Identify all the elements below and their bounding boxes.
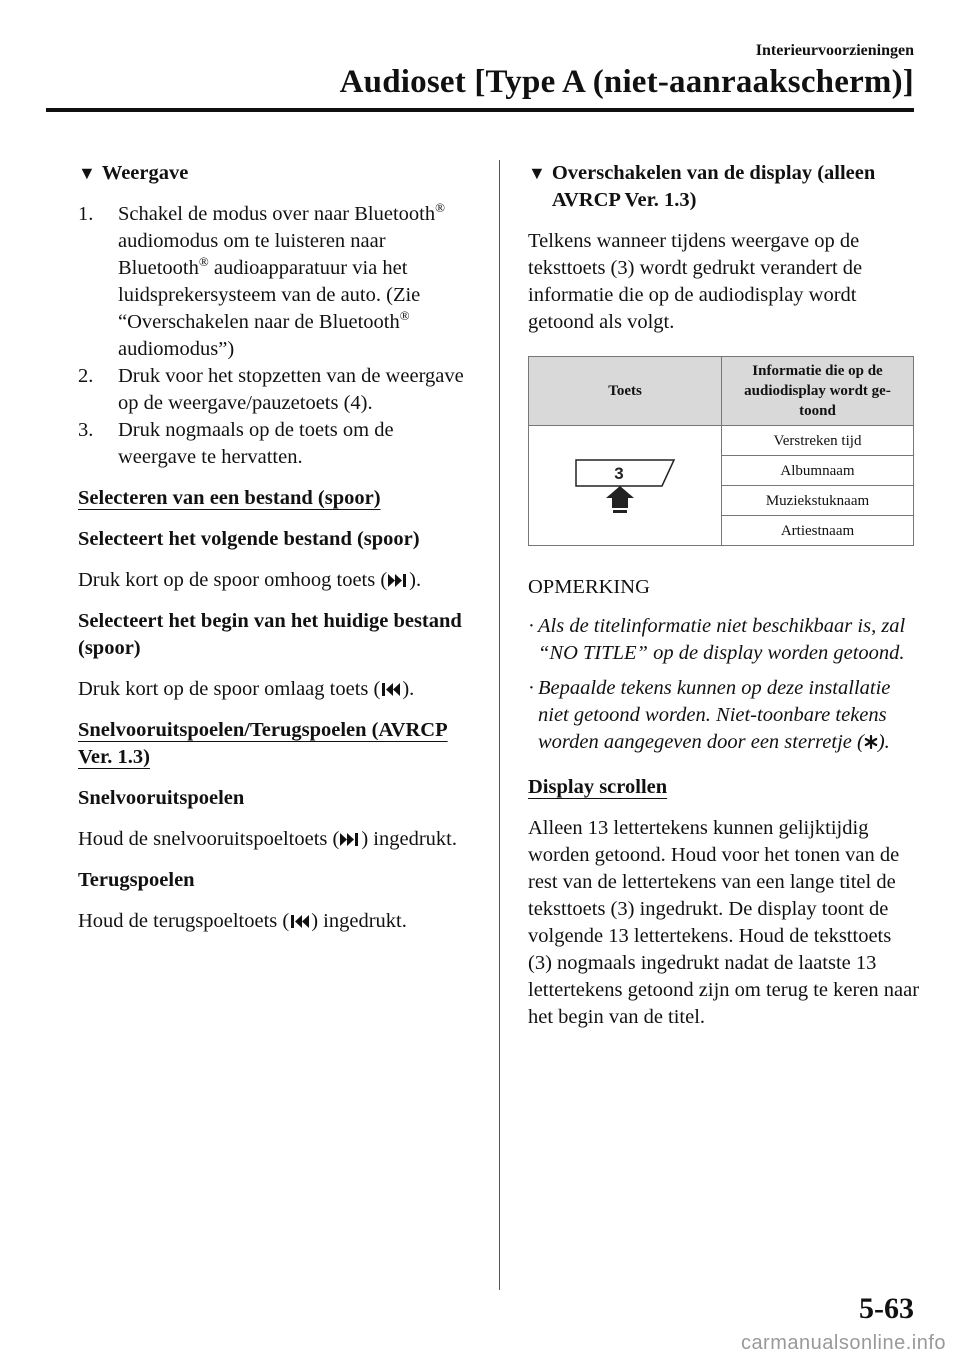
table-cell: Artiestnaam [722, 516, 914, 546]
note-text: Als de titelinformatie niet beschikbaar is, zal “NO TITLE” op de display worden getoond. [538, 615, 906, 664]
asterisk-icon [864, 735, 878, 749]
next-file-heading: Selecteert het volgende bestand (spoor) [78, 528, 420, 550]
body-text: Houd de snelvooruitspoeltoets ( [78, 828, 340, 850]
fast-forward-text [78, 826, 476, 853]
begin-file-text [78, 676, 476, 703]
body-text: Druk kort op de spoor omlaag toets ( [78, 678, 381, 700]
step-number: 3. [78, 419, 94, 441]
table-header-row [529, 357, 914, 426]
display-switch-heading [528, 160, 920, 214]
left-column [78, 160, 476, 949]
note-item [528, 675, 920, 756]
registered-mark: ® [399, 308, 410, 324]
watermark: carmanualsonline.info [740, 1332, 946, 1354]
column-divider [499, 160, 500, 1290]
display-switch-title: Overschakelen van de display (alleen AVRCP Ver. 1.3) [551, 162, 876, 211]
page-title: Audioset [Type A (niet-aanraakscherm)] [339, 64, 914, 100]
table-header-info: Informatie die op de audiodisplay wordt ge-toond [722, 357, 914, 426]
next-file-text [78, 567, 476, 594]
step-text-part: audioapparatuur via het luidsprekersysteem van de auto. (Zie “Overschakelen naar de Bluetooth [118, 257, 421, 333]
fast-forward-icon [339, 832, 361, 847]
fast-forward-subheading: Snelvooruitspoelen [78, 787, 245, 809]
step-text: Druk nogmaals op de toets om de weergave te hervatten. [118, 419, 394, 468]
registered-mark: ® [435, 200, 445, 216]
body-text: ) ingedrukt. [311, 910, 407, 932]
registered-mark: ® [198, 254, 209, 270]
list-item [78, 201, 476, 363]
step-number: 2. [78, 365, 94, 387]
rewind-subheading: Terugspoelen [78, 869, 195, 891]
step-number: 1. [78, 203, 94, 225]
body-text: ). [409, 569, 422, 591]
fast-forward-heading: Snelvooruitspoelen/Terugspoelen (AVRCP Ver. 1.3) [78, 719, 448, 768]
triangle-marker-icon: ▼ [78, 163, 96, 183]
step-text: Druk voor het stopzetten van de weergave op de weergave/pauzetoets (4). [118, 365, 464, 414]
note-text [538, 675, 920, 756]
rewind-text [78, 908, 476, 935]
select-file-heading: Selecteren van een bestand (spoor) [78, 487, 381, 509]
track-previous-icon [380, 682, 402, 697]
step-text [118, 201, 476, 363]
display-switch-text: Telkens wanneer tijdens weergave op de teksttoets (3) wordt gedrukt verandert de informatie die op de audiodisplay wordt getoond als volgt. [528, 230, 863, 333]
text-button-3-icon [570, 452, 680, 514]
header-section-label: Interieurvoorzieningen [755, 42, 914, 59]
display-scroll-text: Alleen 13 lettertekens kunnen gelijktijdig worden getoond. Houd voor het tonen van de rest van de lettertekens van een lange titel de teksttoets (3) ingedrukt. De display toont de volgende 13 lettertekens. Houd de teksttoets (3) nogmaals ingedrukt nadat de laatste 13 lettertekens getoond zijn om terug te keren naar het begin van de titel. [528, 817, 920, 1028]
rewind-icon [289, 914, 311, 929]
body-text: ). [402, 678, 415, 700]
table-row [529, 426, 914, 456]
table-header-toets: Toets [529, 357, 722, 426]
button-illustration-cell [529, 426, 722, 546]
note-title: OPMERKING [528, 576, 650, 598]
track-next-icon [387, 573, 409, 588]
svg-text:3: 3 [614, 463, 624, 483]
step-text-part: audiomodus om te luisteren naar Bluetooth [118, 230, 386, 279]
display-scroll-heading: Display scrollen [528, 776, 668, 798]
table-cell: Verstreken tijd [722, 426, 914, 456]
bullet: · [528, 677, 535, 699]
weergave-steps [78, 201, 476, 471]
weergave-heading [78, 160, 476, 187]
list-item [78, 417, 476, 471]
begin-file-heading: Selecteert het begin van het huidige bestand (spoor) [78, 610, 462, 659]
page-number: 5-63 [859, 1292, 914, 1325]
step-text-part: audiomodus”) [118, 338, 235, 360]
list-item [78, 363, 476, 417]
step-text-part: Schakel de modus over naar Bluetooth [118, 203, 436, 225]
weergave-title: Weergave [101, 162, 189, 184]
right-column [528, 160, 920, 1045]
table-cell: Muziekstuknaam [722, 486, 914, 516]
triangle-marker-icon: ▼ [528, 163, 546, 183]
body-text: Druk kort op de spoor omhoog toets ( [78, 569, 388, 591]
bullet: · [528, 615, 535, 637]
table-cell: Albumnaam [722, 456, 914, 486]
body-text: ) ingedrukt. [361, 828, 457, 850]
note-text-part: Bepaalde tekens kunnen op deze installatie niet getoond worden. Niet-toonbare tekens worden aangegeven door een sterretje ( [538, 677, 891, 753]
note-text-part: ). [877, 731, 890, 753]
body-text: Houd de terugspoeltoets ( [78, 910, 290, 932]
display-info-table [528, 356, 914, 546]
header-rule [46, 108, 914, 112]
note-item [528, 613, 920, 667]
